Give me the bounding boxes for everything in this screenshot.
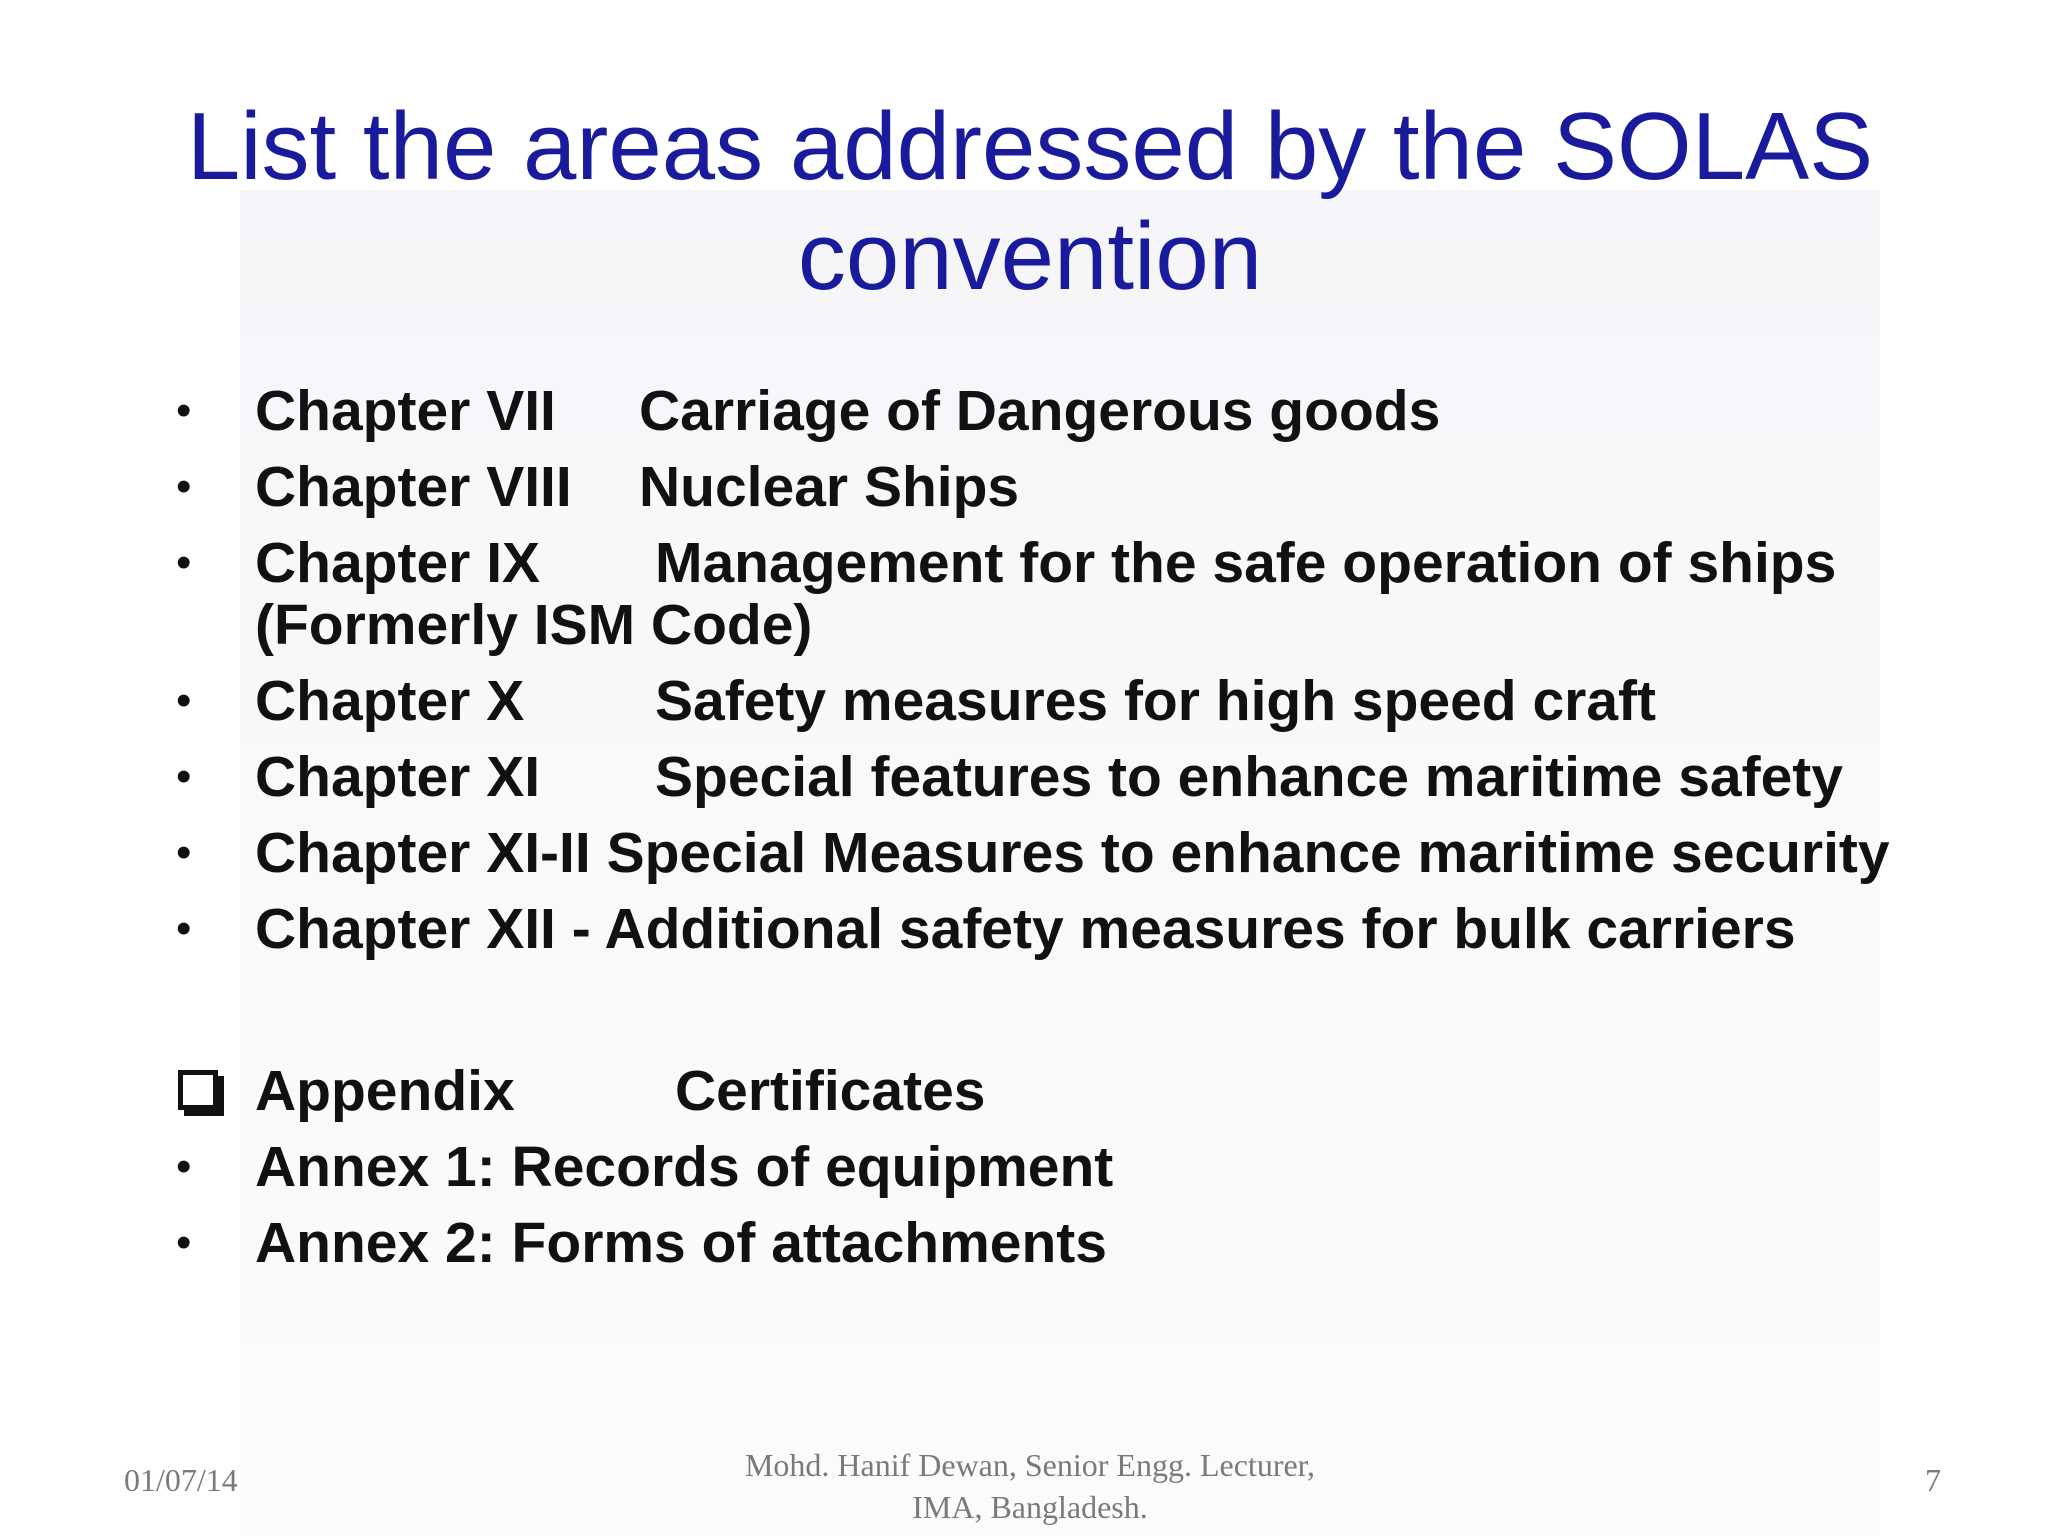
footer-author: [680, 1444, 1380, 1528]
list-item: [170, 898, 1910, 960]
footer-author-line-1: Mohd. Hanif Dewan, Senior Engg. Lecturer,: [744, 1447, 1316, 1483]
spacer: [170, 974, 1910, 1060]
chapter-number: Chapter VIII: [255, 455, 572, 519]
bullet-icon: •: [176, 752, 192, 801]
chapter-description: Carriage of Dangerous goods: [639, 379, 1441, 443]
chapter-description: Special Measures to enhance maritime security: [606, 821, 1890, 885]
appendix-label: Appendix: [255, 1059, 515, 1123]
bullet-icon: •: [176, 1218, 192, 1267]
list-item: [170, 456, 1910, 518]
list-item: [170, 1212, 1910, 1274]
list-item: [170, 822, 1910, 884]
title-line-2: convention: [797, 203, 1263, 310]
bullet-icon: •: [176, 828, 192, 877]
chapter-description: Special features to enhance maritime safety: [655, 745, 1843, 809]
chapter-description: Nuclear Ships: [639, 455, 1020, 519]
bullet-icon: •: [176, 538, 192, 587]
chapter-number: Chapter VII: [255, 379, 556, 443]
bullet-icon: •: [176, 904, 192, 953]
bullet-icon: •: [176, 676, 192, 725]
slide-title: [140, 92, 1920, 312]
title-line-1: List the areas addressed by the SOLAS: [186, 93, 1874, 200]
list-item: [170, 380, 1910, 442]
annex-text: Annex 1: Records of equipment: [255, 1135, 1114, 1199]
list-item: [170, 746, 1910, 808]
appendix-item: [170, 1060, 1910, 1122]
list-item: [170, 670, 1910, 732]
chapter-description: Additional safety measures for bulk carriers: [604, 897, 1796, 961]
chapter-number: Chapter IX: [255, 531, 541, 595]
chapter-description: Safety measures for high speed craft: [655, 669, 1657, 733]
bullet-icon: •: [176, 386, 192, 435]
footer-date: 01/07/14: [124, 1462, 238, 1498]
bullet-icon: •: [176, 1142, 192, 1191]
chapter-number: Chapter X: [255, 669, 525, 733]
chapter-description: Management for the safe operation of ships (Formerly ISM Code): [255, 531, 1837, 657]
appendix-value: Certificates: [675, 1059, 986, 1123]
page-number: 7: [1925, 1462, 1941, 1498]
chapter-number: Chapter XII -: [255, 897, 591, 961]
checkbox-bullet-icon: [178, 1070, 218, 1110]
bullet-icon: •: [176, 462, 192, 511]
list-item: [170, 532, 1910, 656]
list-item: [170, 1136, 1910, 1198]
chapter-number: Chapter XI-II: [255, 821, 591, 885]
footer-author-line-2: IMA, Bangladesh.: [912, 1489, 1148, 1525]
bullet-list: [170, 380, 1910, 1288]
chapter-number: Chapter XI: [255, 745, 541, 809]
annex-text: Annex 2: Forms of attachments: [255, 1211, 1107, 1275]
